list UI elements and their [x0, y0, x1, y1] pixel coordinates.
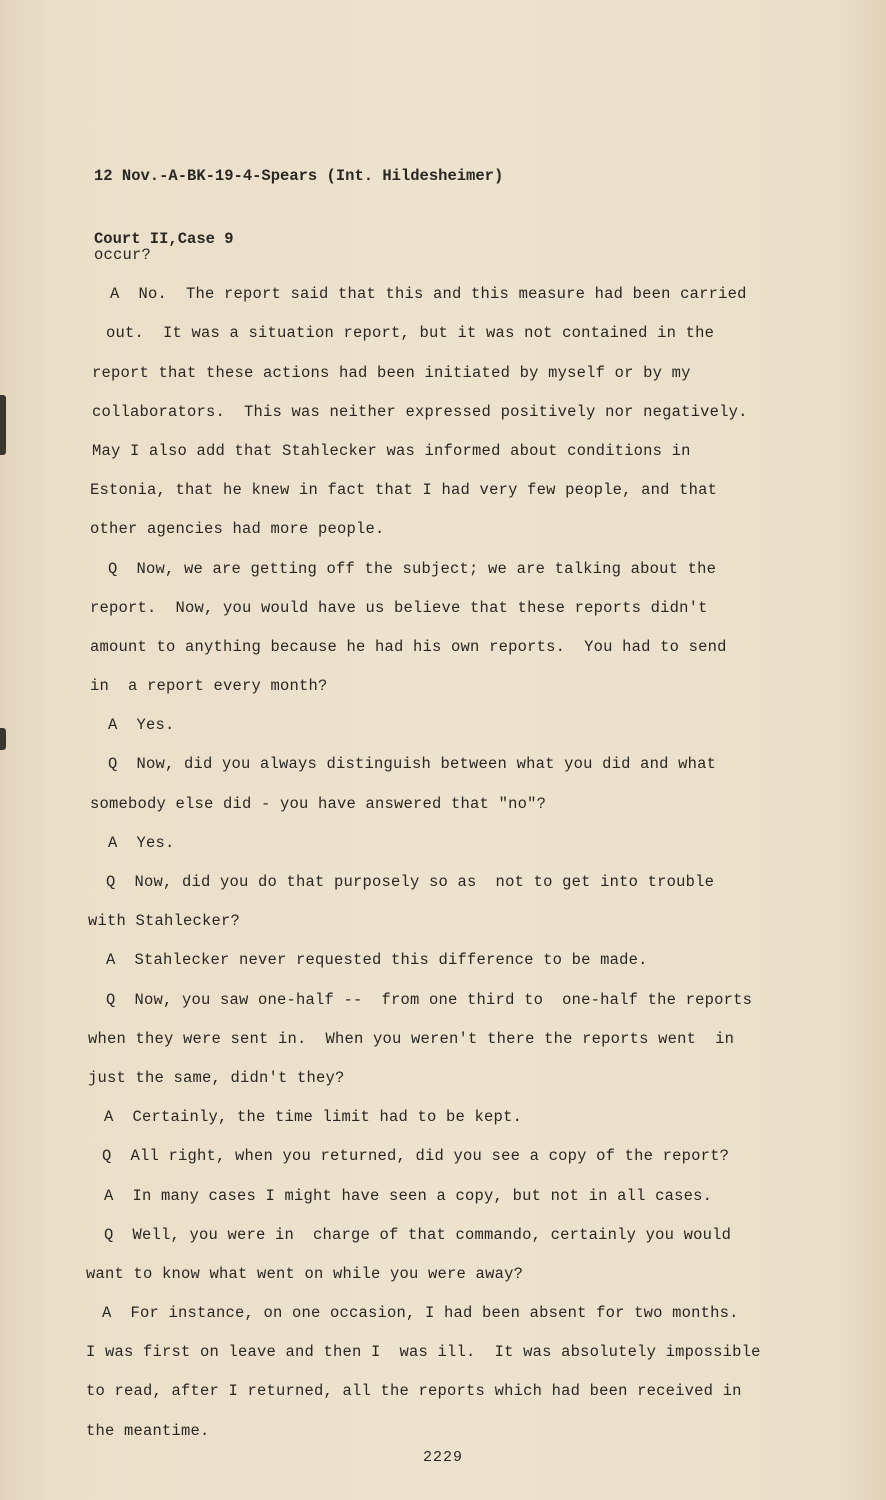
left-edge-binding-mark: [0, 395, 6, 455]
transcript-line: just the same, didn't they?: [88, 1068, 345, 1087]
transcript-line: A For instance, on one occasion, I had been absent for two months.: [102, 1304, 739, 1323]
transcript-line: with Stahlecker?: [88, 912, 241, 931]
transcript-line: when they were sent in. When you weren't there the reports went in: [88, 1029, 735, 1048]
transcript-line: the meantime.: [86, 1421, 210, 1440]
transcript-line: A Certainly, the time limit had to be kept.: [104, 1108, 523, 1127]
transcript-line: amount to anything because he had his own reports. You had to send: [90, 637, 727, 656]
transcript-line: report that these actions had been initiated by myself or by my: [92, 363, 691, 382]
transcript-body: [86, 236, 806, 1451]
transcript-line: A Yes.: [108, 716, 175, 735]
transcript-line: A Yes.: [108, 833, 175, 852]
transcript-line: Estonia, that he knew in fact that I had very few people, and that: [90, 481, 718, 500]
transcript-line: want to know what went on while you were away?: [86, 1264, 524, 1283]
transcript-line: A No. The report said that this and this measure had been carried: [110, 285, 747, 304]
transcript-line: collaborators. This was neither expressed positively nor negatively.: [92, 402, 748, 421]
transcript-line: May I also add that Stahlecker was informed about conditions in: [92, 441, 691, 460]
transcript-line: Q Now, did you always distinguish between what you did and what: [108, 755, 717, 774]
transcript-line: Q Now, you saw one-half -- from one third to one-half the reports: [106, 990, 753, 1009]
left-edge-binding-mark: [0, 728, 6, 750]
header-court-line: Court II,Case 9: [94, 230, 234, 248]
transcript-line: report. Now, you would have us believe that these reports didn't: [90, 598, 708, 617]
transcript-line: Q Now, we are getting off the subject; we are talking about the: [108, 559, 717, 578]
transcript-line: to read, after I returned, all the reports which had been received in: [86, 1382, 742, 1401]
transcript-line: Q Now, did you do that purposely so as not to get into trouble: [106, 873, 715, 891]
transcript-line: A Stahlecker never requested this difference to be made.: [106, 951, 648, 970]
transcript-line: Q All right, when you returned, did you see a copy of the report?: [102, 1147, 730, 1166]
transcript-line: Q Well, you were in charge of that commando, certainly you would: [104, 1225, 732, 1244]
transcript-line: out. It was a situation report, but it was not contained in the: [106, 324, 715, 343]
transcript-line: in a report every month?: [90, 677, 328, 696]
transcript-line: somebody else did - you have answered that "no"?: [90, 794, 547, 813]
transcript-line: other agencies had more people.: [90, 520, 385, 539]
transcript-line: occur?: [94, 246, 152, 264]
page-number: 2229: [422, 1449, 463, 1466]
transcript-line: I was first on leave and then I was ill. It was absolutely impossible: [86, 1343, 761, 1362]
transcript-line: A In many cases I might have seen a copy, but not in all cases.: [104, 1186, 713, 1205]
header-case-line: 12 Nov.-A-BK-19-4-Spears (Int. Hildesheimer): [94, 167, 504, 185]
